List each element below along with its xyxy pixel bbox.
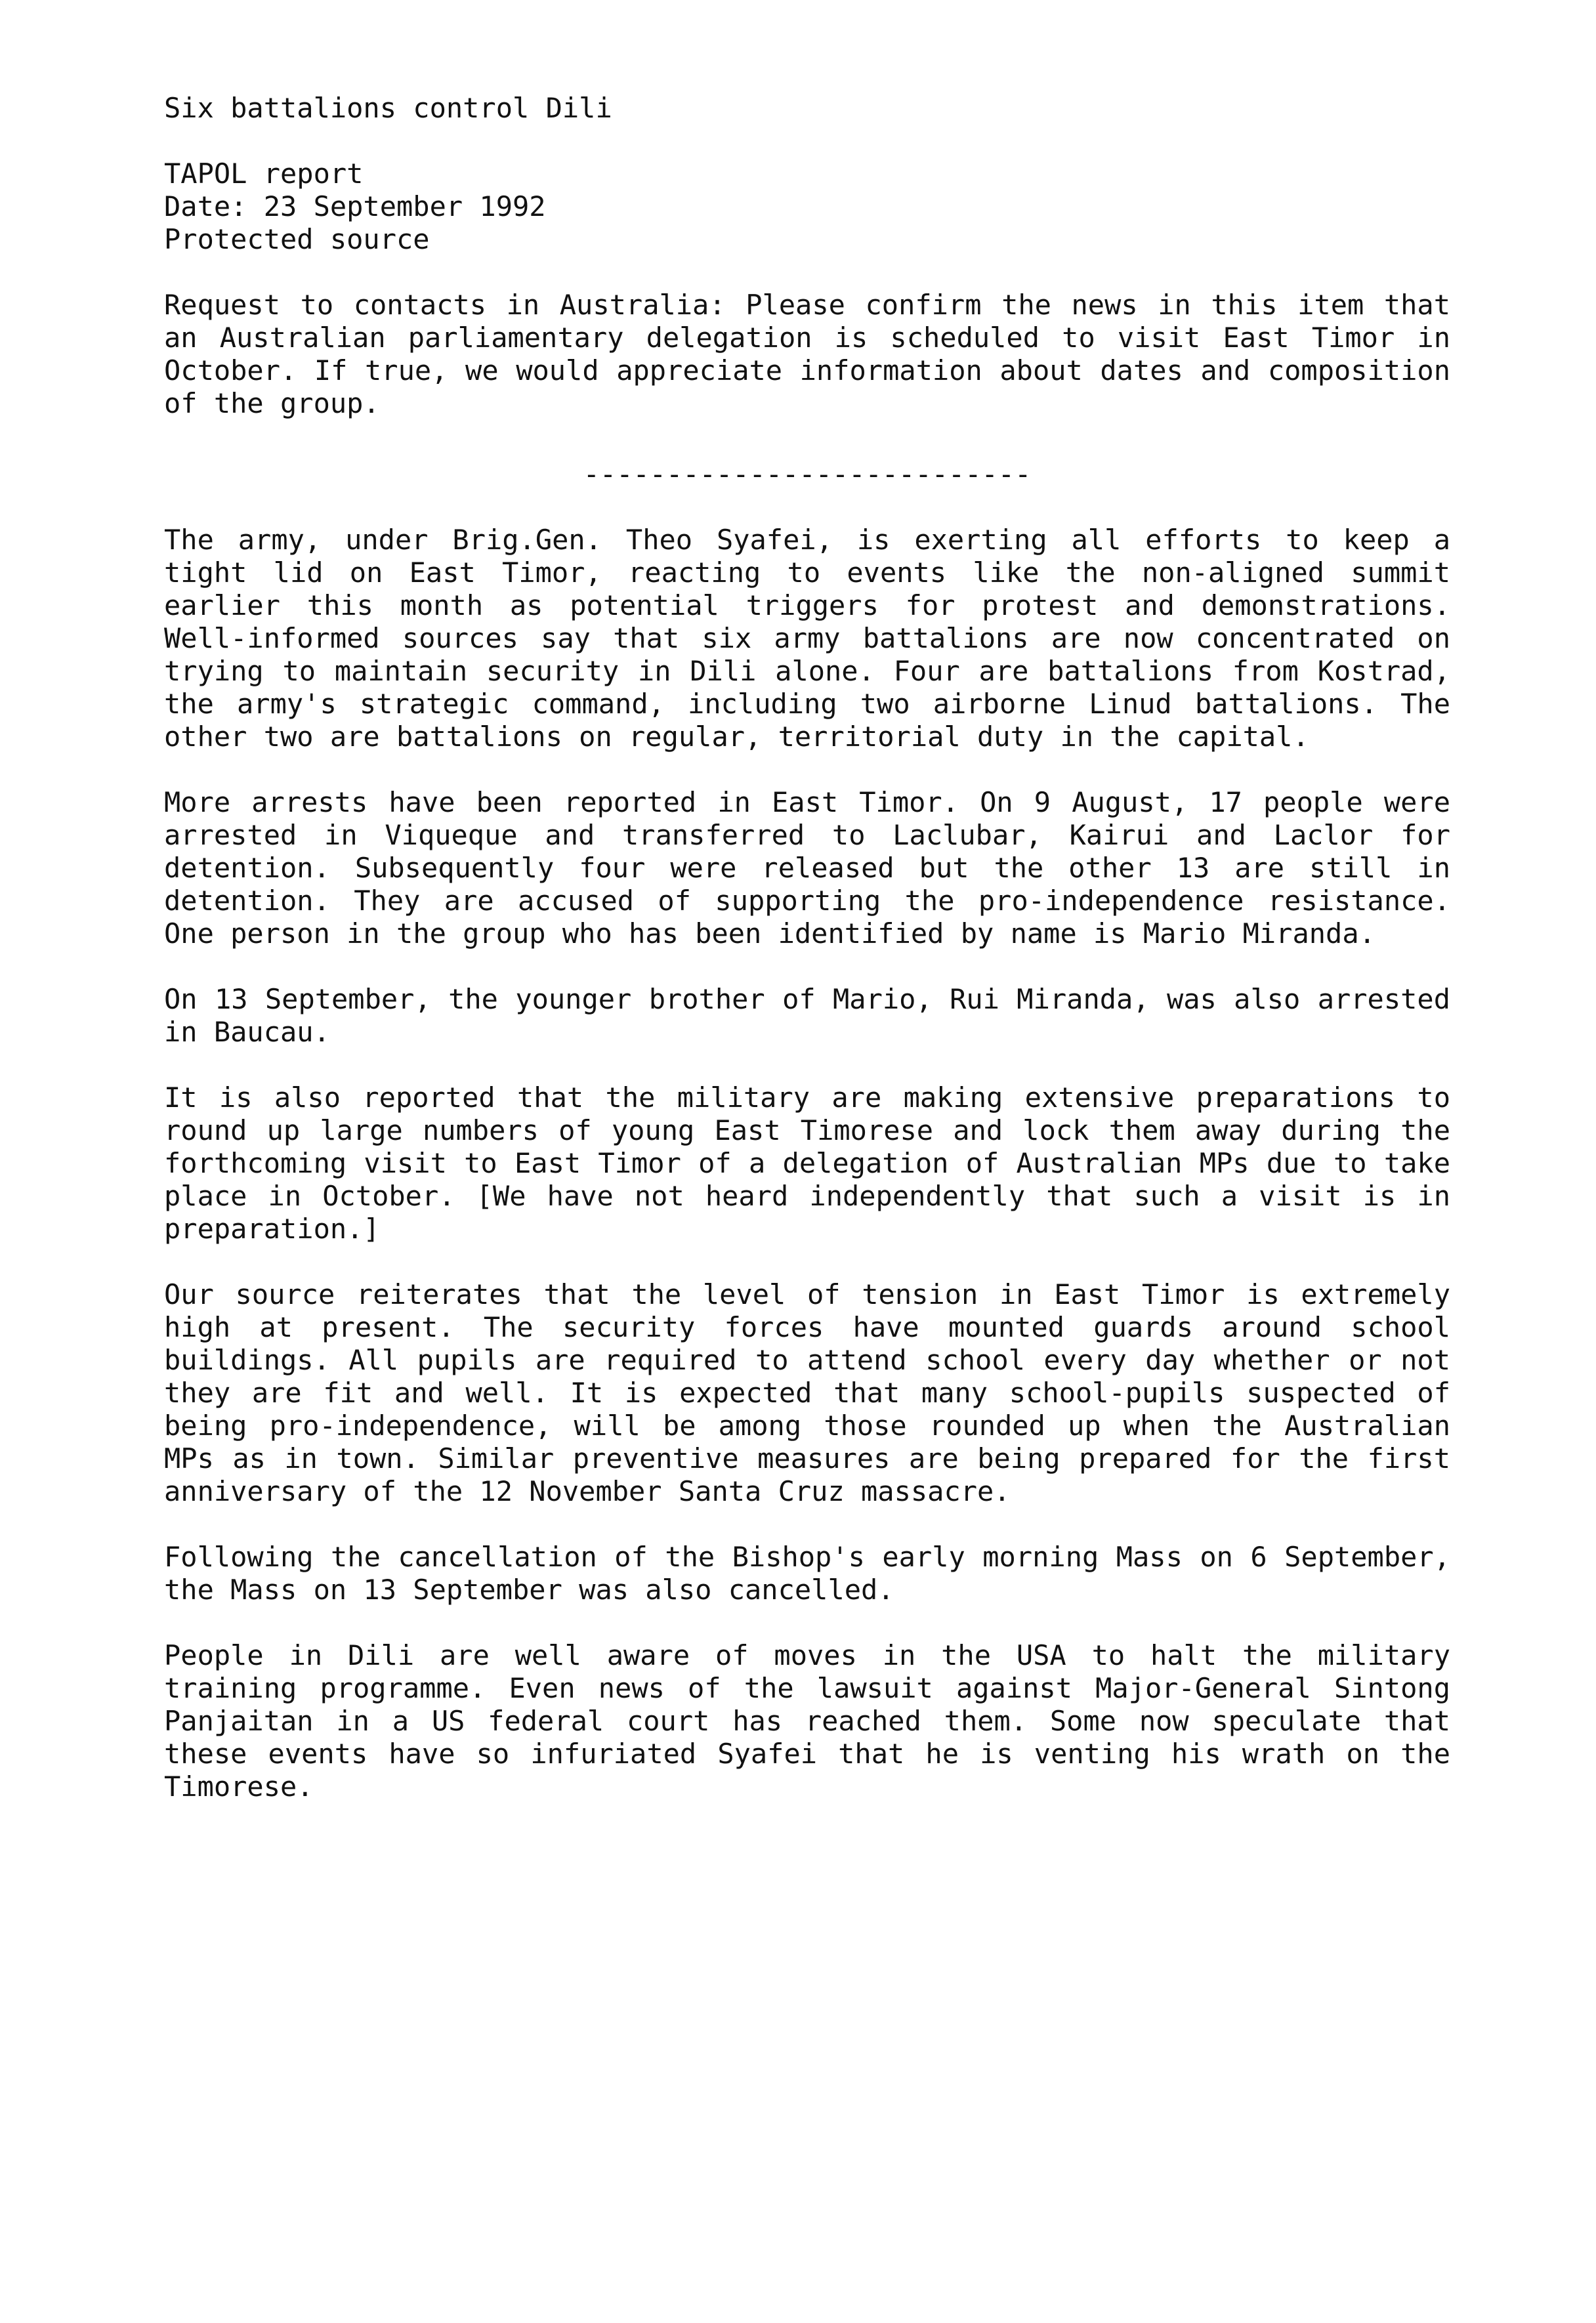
paragraph-usa: People in Dili are well aware of moves in the USA to halt the military training programme. Even news of the lawsuit against Major-General Sintong Panjaitan in a US federal court has reached them. Some now speculate that these events have so infuriated Syafei that he is venting his wrath on the Timorese. [164,1639,1450,1803]
protection-line: Protected source [164,223,430,255]
source-line: TAPOL report [164,157,364,190]
paragraph-tension: Our source reiterates that the level of tension in East Timor is extremely high at present. The security forces have mounted guards around school buildings. All pupils are required to attend school every day whether or not they are fit and well. It is expected that many school-pupils suspected of being pro-independence, will be among those rounded up when the Australian MPs as in town. Similar preventive measures are being prepared for the first anniversary of the 12 November Santa Cruz massacre. [164,1278,1450,1507]
paragraph-arrests: More arrests have been reported in East Timor. On 9 August, 17 people were arrested in Viqueque and transferred to Laclubar, Kairui and Laclor for detention. Subsequently four were released but the other 13 are still in detention. They are accused of supporting the pro-independence resistance. One person in the group who has been identified by name is Mario Miranda. [164,786,1450,950]
paragraph-brother: On 13 September, the younger brother of Mario, Rui Miranda, was also arrested in Baucau. [164,983,1450,1048]
request-paragraph: Request to contacts in Australia: Please confirm the news in this item that an Australian parliamentary delegation is scheduled to visit East Timor in October. If true, we would appreciate information about dates and composition of the group. [164,289,1450,419]
document-title: Six battalions control Dili [164,92,612,124]
title-block [164,92,1450,125]
paragraph-mass: Following the cancellation of the Bishop's early morning Mass on 6 September, the Mass on 13 September was also cancelled. [164,1541,1450,1606]
date-line: Date: 23 September 1992 [164,190,546,222]
paragraph-army: The army, under Brig.Gen. Theo Syafei, is exerting all efforts to keep a tight lid on East Timor, reacting to events like the non-aligned summit earlier this month as potential triggers for protest and demonstrations. Well-informed sources say that six army battalions are now concentrated on trying to maintain security in Dili alone. Four are battalions from Kostrad, the army's strategic command, including two airborne Linud battalions. The other two are battalions on regular, territorial duty in the capital. [164,524,1450,753]
paragraph-preparations: It is also reported that the military are making extensive preparations to round up large numbers of young East Timorese and lock them away during the forthcoming visit to East Timor of a delegation of Australian MPs due to take place in October. [We have not heard independently that such a visit is in preparation.] [164,1081,1450,1245]
section-separator: --------------------------- [583,458,1032,490]
document-page [164,92,1450,1836]
meta-block [164,157,1450,256]
